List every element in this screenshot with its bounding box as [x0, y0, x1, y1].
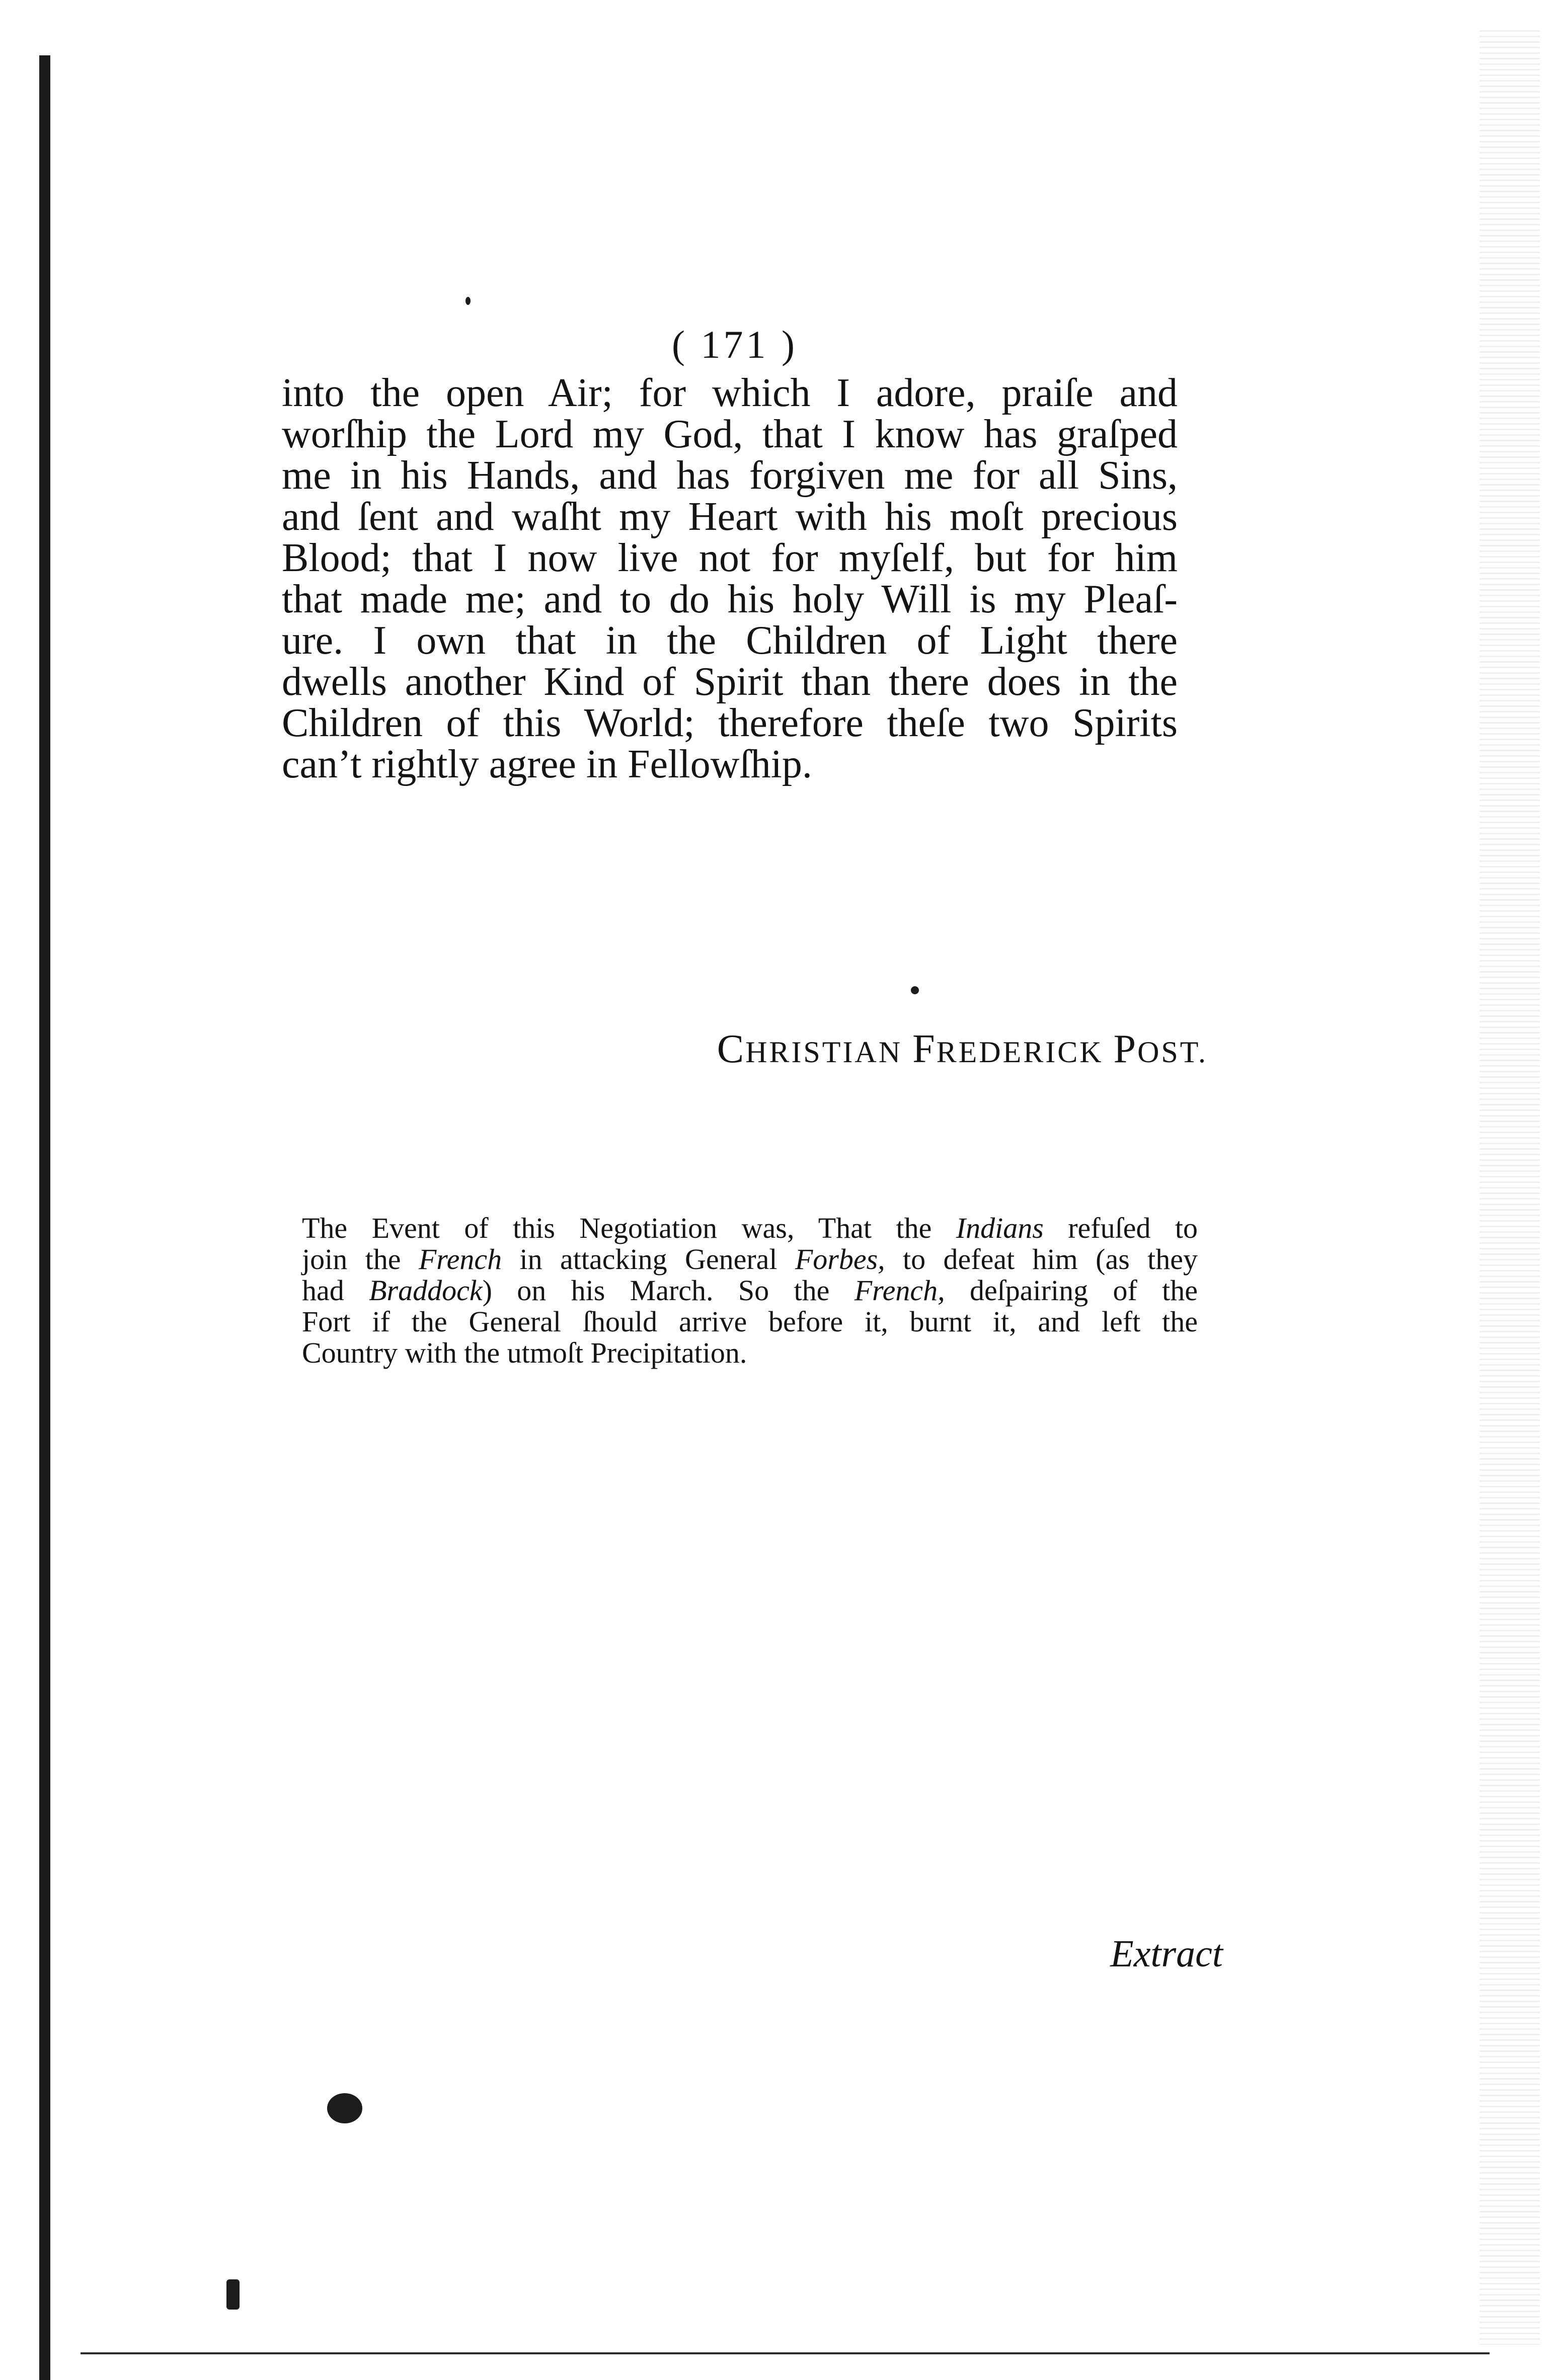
main-text-block	[282, 372, 1178, 785]
catchword: Extract	[1110, 1933, 1223, 1975]
text-line: Blood; that I now live not for myſelf, but for him	[282, 536, 1178, 580]
bottom-edge-line	[81, 2352, 1490, 2354]
text-line: Children of this World; therefore theſe two Spirits	[282, 701, 1178, 745]
signature-smallcaps: REDERICK	[936, 1036, 1104, 1069]
note-line: Fort if the General ſhould arrive before it, burnt it, and left the	[302, 1305, 1198, 1338]
note-italic: French	[418, 1243, 502, 1276]
text-line: and ſent and waſht my Heart with his moſt precious	[282, 495, 1178, 539]
note-italic: Indians	[956, 1212, 1044, 1244]
text-line: into the open Air; for which I adore, praiſe and	[282, 371, 1178, 415]
note-text: join the	[302, 1243, 419, 1276]
text-line: worſhip the Lord my God, that I know has graſped	[282, 412, 1178, 456]
note-text: refuſed to	[1043, 1212, 1198, 1244]
note-line	[302, 1244, 1198, 1275]
ink-speck	[911, 986, 919, 994]
signature-smallcaps: HRISTIAN	[745, 1036, 903, 1069]
scan-edge-noise	[1480, 30, 1540, 2345]
text-line: that made me; and to do his holy Will is my Pleaſ-	[282, 577, 1178, 621]
ink-speck	[465, 297, 471, 305]
signature-smallcaps: OST.	[1137, 1036, 1208, 1069]
ink-blot	[327, 2093, 362, 2123]
signature-initial: F	[912, 1027, 937, 1071]
note-text: deſpairing of the	[945, 1274, 1198, 1307]
note-text: in attacking General	[502, 1243, 795, 1276]
author-signature	[684, 1026, 1208, 1072]
note-text: had	[302, 1274, 369, 1307]
page-number: ( 171 )	[672, 323, 798, 366]
binding-edge	[39, 55, 50, 2380]
note-italic: Forbes,	[795, 1243, 885, 1276]
text-line: ure. I own that in the Children of Light there	[282, 618, 1178, 663]
signature-initial: P	[1113, 1027, 1138, 1071]
note-text: The Event of this Negotiation was, That the	[302, 1212, 956, 1244]
note-line: Country with the utmoſt Precipitation.	[302, 1336, 747, 1369]
note-text: ) on his March. So the	[482, 1274, 854, 1307]
text-line: dwells another Kind of Spirit than there does in the	[282, 660, 1178, 704]
text-line: can’t rightly agree in Fellowſhip.	[282, 742, 812, 786]
editorial-note	[302, 1213, 1198, 1369]
note-line	[302, 1213, 1198, 1244]
ink-speck	[226, 2279, 240, 2310]
signature-initial: C	[717, 1027, 746, 1071]
note-italic: Braddock	[369, 1274, 483, 1307]
note-italic: French,	[854, 1274, 945, 1307]
note-text: to defeat him (as they	[885, 1243, 1198, 1276]
text-line: me in his Hands, and has forgiven me for all Sins,	[282, 453, 1178, 498]
note-line	[302, 1275, 1198, 1306]
